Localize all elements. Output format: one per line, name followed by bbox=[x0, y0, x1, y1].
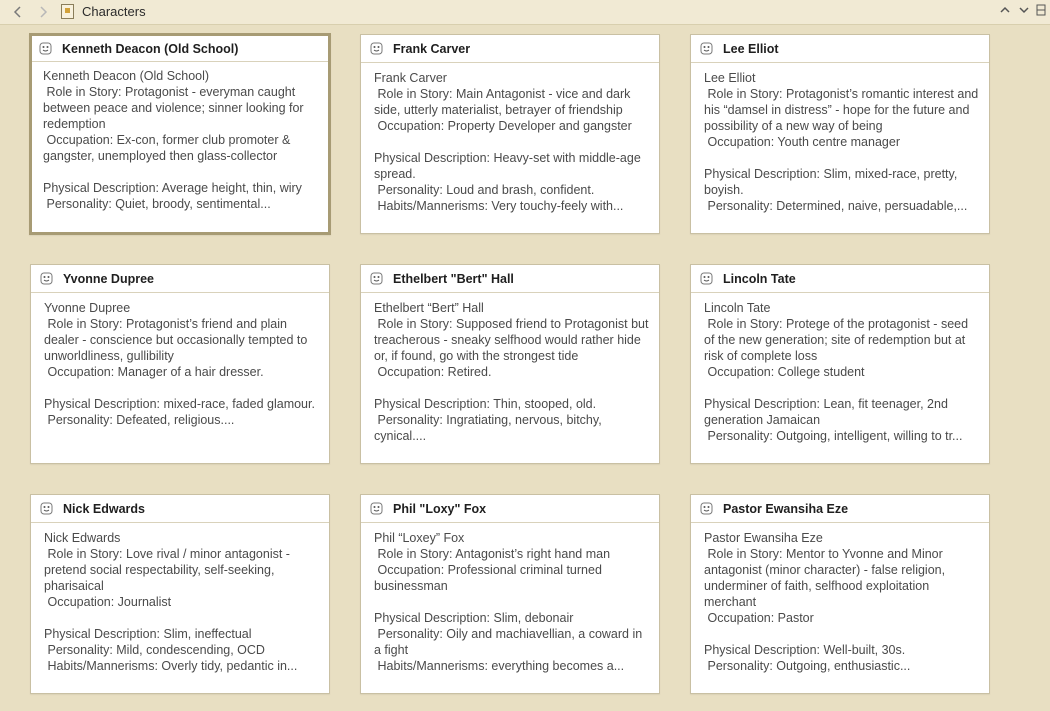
card-synopsis: Yvonne Dupree Role in Story: Protagonist’s friend and plain dealer - conscience but occasionally tempted to unworldliness, gullibility Occupation: Manager of a hair dresser. Physical Description: mixed-race, faded glamour. Personality: Defeated, religious.... bbox=[44, 301, 315, 427]
mask-icon bbox=[700, 272, 713, 285]
index-card[interactable] bbox=[690, 264, 990, 464]
card-title: Ethelbert "Bert" Hall bbox=[393, 271, 514, 286]
index-card[interactable] bbox=[30, 494, 330, 694]
card-title: Nick Edwards bbox=[63, 501, 145, 516]
chevron-down-icon bbox=[1018, 5, 1030, 15]
card-title: Frank Carver bbox=[393, 41, 471, 56]
chevron-right-icon bbox=[38, 5, 48, 19]
card-title: Lee Elliot bbox=[723, 41, 779, 56]
card-synopsis: Ethelbert “Bert” Hall Role in Story: Supposed friend to Protagonist but treacherous - sneaky selfhood would rather hide or, if found, go with the strongest tide Occupation: Retired. Physical Description: Thin, stooped, old. Personality: Ingratiating, nervous, bitchy, cynical.... bbox=[374, 301, 649, 443]
card-synopsis: Kenneth Deacon (Old School) Role in Story: Protagonist - everyman caught between peace and violence; sinner looking for redemption Occupation: Ex-con, former club promoter & gangster, unemployed then glass-collector Physical Description: Average height, thin, wiry Personality: Quiet, broody, sentimental... bbox=[43, 69, 304, 211]
toolbar bbox=[0, 0, 1050, 25]
card-header bbox=[31, 265, 329, 293]
card-header bbox=[31, 495, 329, 523]
card-title: Kenneth Deacon (Old School) bbox=[62, 41, 239, 56]
mask-icon bbox=[700, 502, 713, 515]
mask-icon bbox=[370, 42, 383, 55]
card-synopsis: Phil “Loxey” Fox Role in Story: Antagonist’s right hand man Occupation: Professional criminal turned businessman Physical Description: Slim, debonair Personality: Oily and machiavellian, a coward in a fight Habits/Mannerisms: everything becomes a... bbox=[374, 531, 643, 673]
chevron-up-icon bbox=[999, 5, 1011, 15]
mask-icon bbox=[370, 502, 383, 515]
index-card[interactable] bbox=[360, 34, 660, 234]
split-view-icon bbox=[1036, 4, 1046, 16]
folder-document-icon bbox=[61, 4, 74, 19]
mask-icon bbox=[40, 272, 53, 285]
card-synopsis: Lee Elliot Role in Story: Protagonist’s romantic interest and his “damsel in distress” - hope for the future and possibility of a new way of being Occupation: Youth centre manager Physical Description: Slim, mixed-race, pretty, boyish. Personality: Determined, naive, persuadable,... bbox=[704, 71, 979, 213]
card-title: Pastor Ewansiha Eze bbox=[723, 501, 849, 516]
previous-button[interactable] bbox=[996, 0, 1014, 20]
card-header bbox=[691, 35, 989, 63]
mask-icon bbox=[40, 502, 53, 515]
card-header bbox=[691, 495, 989, 523]
mask-icon bbox=[700, 42, 713, 55]
mask-icon bbox=[39, 42, 52, 55]
index-card[interactable] bbox=[360, 494, 660, 694]
card-header bbox=[32, 36, 328, 62]
mask-icon bbox=[370, 272, 383, 285]
card-header bbox=[361, 35, 659, 63]
index-card[interactable] bbox=[690, 34, 990, 234]
card-title: Phil "Loxy" Fox bbox=[393, 501, 487, 516]
card-header bbox=[361, 265, 659, 293]
index-card[interactable] bbox=[29, 33, 331, 235]
card-title: Yvonne Dupree bbox=[63, 271, 154, 286]
card-title: Lincoln Tate bbox=[723, 271, 796, 286]
card-header bbox=[361, 495, 659, 523]
window-title: Characters bbox=[82, 4, 146, 19]
split-view-button[interactable] bbox=[1032, 0, 1050, 20]
next-button[interactable] bbox=[1015, 0, 1033, 20]
chevron-left-icon bbox=[13, 5, 23, 19]
index-card[interactable] bbox=[30, 264, 330, 464]
card-synopsis: Nick Edwards Role in Story: Love rival / minor antagonist - pretend social respectability, self-seeking, pharisaical Occupation: Journalist Physical Description: Slim, ineffectual Personality: Mild, condescending, OCD Habits/Mannerisms: Overly tidy, pedantic in... bbox=[44, 531, 298, 673]
card-synopsis: Frank Carver Role in Story: Main Antagonist - vice and dark side, utterly materialist, betrayer of friendship Occupation: Property Developer and gangster Physical Description: Heavy-set with middle-age spread. Personality: Loud and brash, confident. Habits/Mannerisms: Very touchy-feely with... bbox=[374, 71, 641, 213]
index-card[interactable] bbox=[360, 264, 660, 464]
card-synopsis: Lincoln Tate Role in Story: Protege of the protagonist - seed of the new generation; site of redemption but at risk of complete loss Occupation: College student Physical Description: Lean, fit teenager, 2nd generation Jamaican Personality: Outgoing, intelligent, willing to tr... bbox=[704, 301, 969, 443]
back-button[interactable] bbox=[8, 2, 28, 22]
card-header bbox=[691, 265, 989, 293]
card-synopsis: Pastor Ewansiha Eze Role in Story: Mentor to Yvonne and Minor antagonist (minor character) - false religion, underminer of faith, selfhood exploitation merchant Occupation: Pastor Physical Description: Well-built, 30s. Personality: Outgoing, enthusiastic... bbox=[704, 531, 946, 673]
index-card[interactable] bbox=[690, 494, 990, 694]
forward-button[interactable] bbox=[33, 2, 53, 22]
